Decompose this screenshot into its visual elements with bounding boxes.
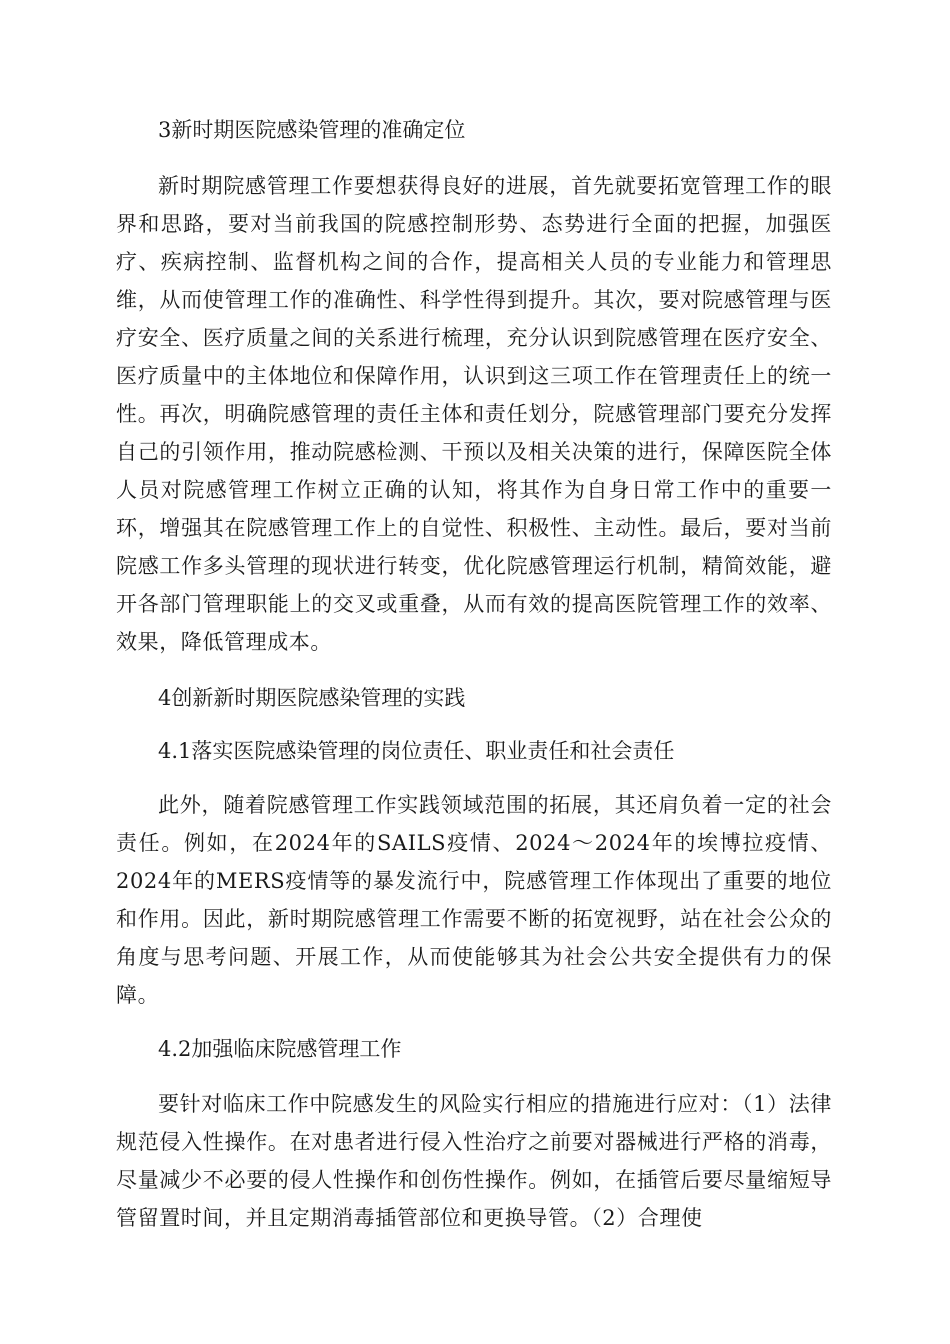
- section-4-1-paragraph: 此外，随着院感管理工作实践领域范围的拓展，其还肩负着一定的社会责任。例如，在2024年的SAILS疫情、2024～2024年的埃博拉疫情、2024年的MERS疫情等的暴发流行中，院感管理工作体现出了重要的地位和作用。因此，新时期院感管理工作需要不断的拓宽视野，站在社会公众的角度与思考问题、开展工作，从而使能够其为社会公共安全提供有力的保障。: [116, 793, 832, 1007]
- section-4-1-heading: 4.1落实医院感染管理的岗位责任、职业责任和社会责任: [158, 739, 675, 763]
- section-4-2-heading: 4.2加强临床院感管理工作: [158, 1037, 402, 1061]
- section-4-heading: 4创新新时期医院感染管理的实践: [158, 686, 466, 710]
- section-4-2-paragraph: 要针对临床工作中院感发生的风险实行相应的措施进行应对：（1）法律规范侵入性操作。在对患者进行侵入性治疗之前要对器械进行严格的消毒，尽量减少不必要的侵人性操作和创伤性操作。例如，在插管后要尽量缩短导管留置时间，并且定期消毒插管部位和更换导管。（2）合理使: [116, 1092, 832, 1230]
- section-3-heading: 3新时期医院感染管理的准确定位: [158, 118, 466, 142]
- section-3-paragraph: 新时期院感管理工作要想获得良好的进展，首先就要拓宽管理工作的眼界和思路，要对当前我国的院感控制形势、态势进行全面的把握，加强医疗、疾病控制、监督机构之间的合作，提高相关人员的专业能力和管理思维，从而使管理工作的准确性、科学性得到提升。其次，要对院感管理与医疗安全、医疗质量之间的关系进行梳理，充分认识到院感管理在医疗安全、医疗质量中的主体地位和保障作用，认识到这三项工作在管理责任上的统一性。再次，明确院感管理的责任主体和责任划分，院感管理部门要充分发挥自己的引领作用，推动院感检测、干预以及相关决策的进行，保障医院全体人员对院感管理工作树立正确的认知，将其作为自身日常工作中的重要一环，增强其在院感管理工作上的自觉性、积极性、主动性。最后，要对当前院感工作多头管理的现状进行转变，优化院感管理运行机制，精简效能，避开各部门管理职能上的交叉或重叠，从而有效的提高医院管理工作的效率、效果，降低管理成本。: [116, 174, 832, 654]
